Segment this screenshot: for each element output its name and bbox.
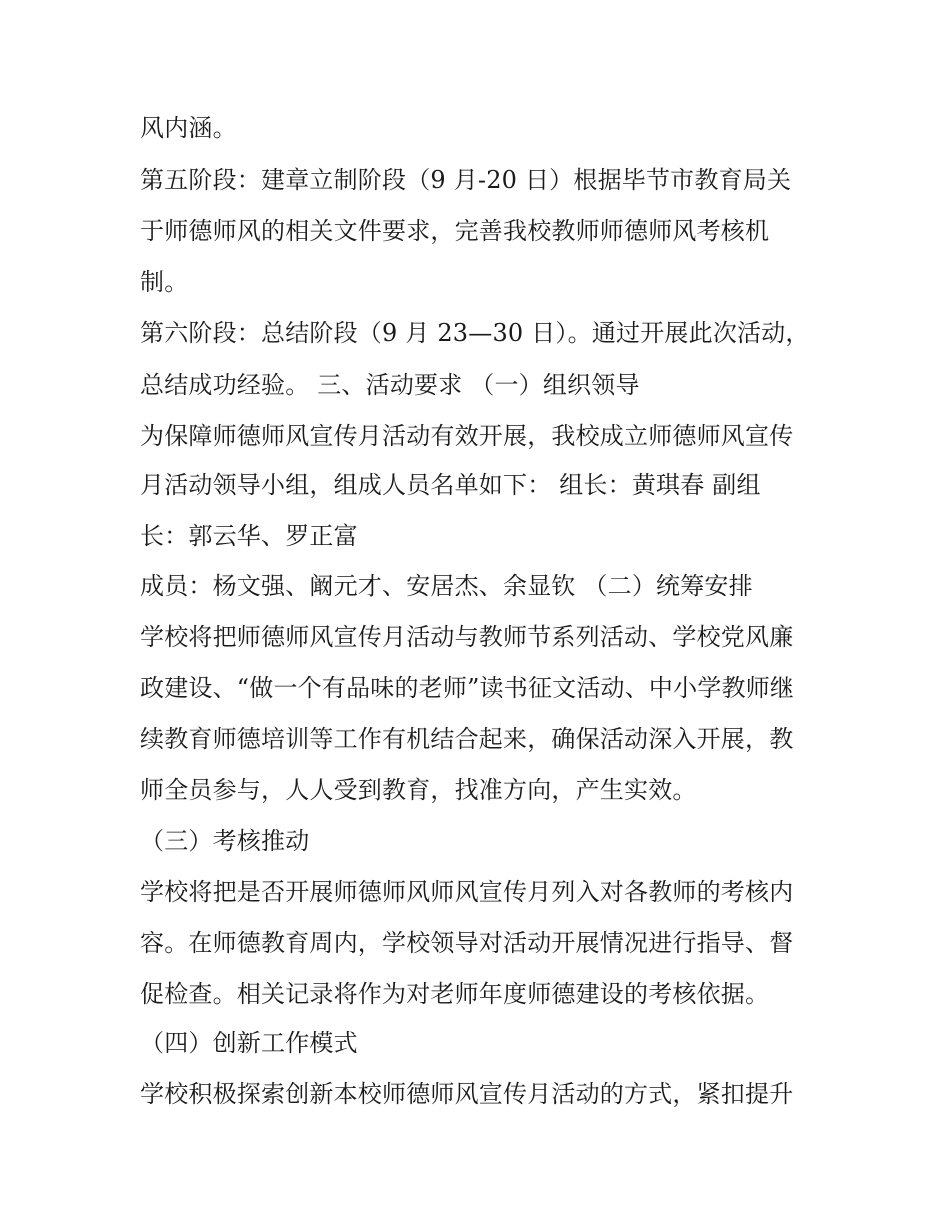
text-line: 学校积极探索创新本校师德师风宣传月活动的方式，紧扣提升 [140,1080,794,1108]
text-line: 学校将把是否开展师德师风师风宣传月列入对各教师的考核内 [140,878,794,906]
text-line: 为保障师德师风宣传月活动有效开展，我校成立师德师风宣传 [140,422,794,450]
text-line: 总结成功经验。 三、活动要求 （一）组织领导 [140,371,640,399]
section-heading: （三）考核推动 [140,827,310,855]
text-line: 风内涵。 [140,114,237,142]
text-line: 第六阶段：总结阶段（9 月 23—30 日）。通过开展此次活动， [140,319,810,347]
text-line: 制。 [140,268,189,296]
text-line: 促检查。相关记录将作为对老师年度师德建设的考核依据。 [140,980,770,1008]
text-line: 师全员参与，人人受到教育，找准方向，产生实效。 [140,776,697,804]
text-line: 容。在师德教育周内，学校领导对活动开展情况进行指导、督 [140,929,794,957]
text-line: 成员：杨文强、阚元才、安居杰、余显钦 （二）统筹安排 [140,572,753,600]
text-line: 第五阶段：建章立制阶段（9 月-20 日）根据毕节市教育局关 [140,166,792,194]
text-line: 月活动领导小组，组成人员名单如下： 组长：黄琪春 副组 [140,471,761,499]
text-line: 政建设、“做一个有品味的老师”读书征文活动、中小学教师继 [140,674,795,702]
section-heading: （四）创新工作模式 [140,1029,358,1057]
text-line: 于师德师风的相关文件要求，完善我校教师师德师风考核机 [140,217,770,245]
text-line: 学校将把师德师风宣传月活动与教师节系列活动、学校党风廉 [140,623,794,651]
text-line: 长：郭云华、罗正富 [140,522,358,550]
text-line: 续教育师德培训等工作有机结合起来，确保活动深入开展，教 [140,725,794,753]
